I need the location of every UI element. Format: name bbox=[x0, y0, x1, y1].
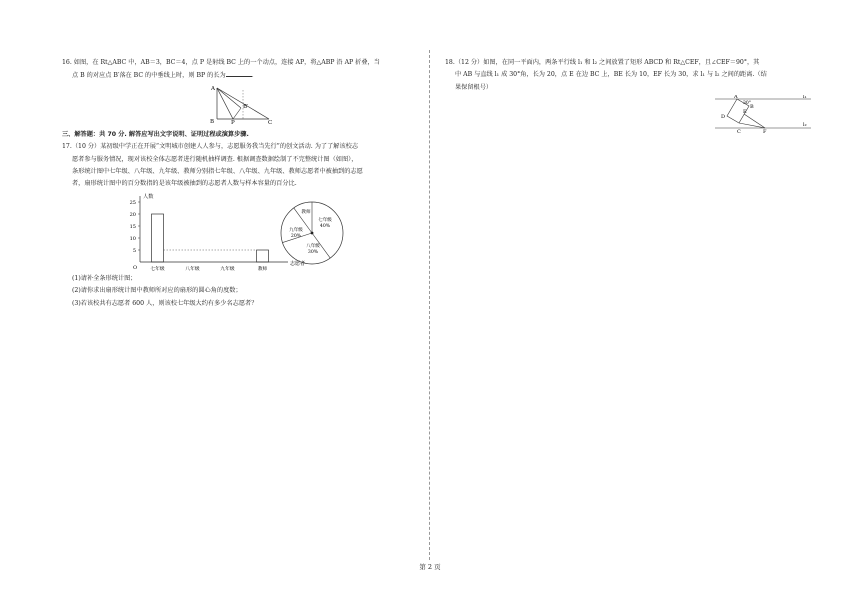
right-column bbox=[445, 58, 805, 135]
pie-slice-percent: 20% bbox=[290, 233, 302, 239]
y-axis-label: 人数 bbox=[143, 193, 154, 200]
x-axis-label: 志愿者 bbox=[290, 260, 306, 267]
q17-line-1: 17.（10 分）某初级中学正在开展“文明城市创建人人参与，志愿服务我当先行”的创文活动. 为了了解该校志 bbox=[62, 143, 359, 151]
q17-sub-1: (1)请补全条形统计图； bbox=[72, 274, 137, 282]
left-column bbox=[62, 58, 420, 311]
y-tick-label: 20 bbox=[129, 211, 136, 218]
q18-label-l1: l₁ bbox=[803, 95, 807, 101]
x-tick-label: 教师 bbox=[257, 266, 268, 272]
q18-label-e: E bbox=[743, 109, 747, 116]
q16-label-a: A bbox=[211, 85, 215, 92]
pie-slice-label: 七年级 bbox=[318, 217, 332, 223]
q18-text-line3: 果保留根号） bbox=[455, 83, 493, 91]
q18-label-l2: l₂ bbox=[803, 122, 807, 129]
q18-text-line2: 中 AB 与直线 l₁ 成 30°角，长为 20，点 E 在边 BC 上，BE 长为 10，EF 长为 30，求 l₁ 与 l₂ 之间的距离.（结 bbox=[455, 71, 767, 79]
origin-label: O bbox=[133, 264, 138, 271]
q18-figure bbox=[713, 95, 813, 135]
q18-label-angle: 30° bbox=[743, 101, 751, 107]
y-tick-label: 5 bbox=[132, 247, 136, 254]
q17-sub-2: (2)请你求出扇形统计图中教师所对应的扇形的圆心角的度数； bbox=[72, 287, 242, 295]
q18-label-c: C bbox=[737, 129, 741, 136]
bar bbox=[152, 214, 164, 262]
y-tick-label: 25 bbox=[129, 199, 136, 206]
q16-text-line2 bbox=[62, 70, 420, 81]
pie-slice-percent: 40% bbox=[319, 223, 331, 229]
q18-text-line1: 18.（12 分）如图，在同一平面内，两条平行线 l₁ 和 l₂ 之间放置了矩形 ABCD 和 Rt△CEF，且∠CEF＝90°，其 bbox=[445, 59, 760, 66]
section3-heading: 三、解答题：共 70 分. 解答应写出文字说明、证明过程或演算步骤. bbox=[62, 130, 249, 138]
column-divider bbox=[429, 50, 430, 560]
q18-label-f: F bbox=[763, 129, 767, 136]
q18-label-d: D bbox=[721, 114, 726, 121]
pie-slice-label: 八年级 bbox=[306, 243, 320, 249]
q16-text-line2-end: ． bbox=[251, 72, 258, 80]
page-number: 第 2 页 bbox=[419, 563, 441, 571]
q16-text-line2-body: 点 B 的对应点 B′落在 BC 的中垂线上时，则 BP 的长为 bbox=[72, 72, 226, 80]
bar bbox=[257, 250, 269, 262]
q16-answer-blank bbox=[226, 70, 252, 77]
q17-charts bbox=[62, 192, 420, 274]
x-tick-label: 七年级 bbox=[150, 266, 165, 272]
q18-label-a: A bbox=[734, 95, 738, 101]
q16-label-b-prime: B′ bbox=[243, 103, 249, 110]
q17-line-4: 者，扇形统计图中的百分数指的是该年级被抽到的志愿者人数与样本容量的百分比. bbox=[72, 180, 297, 188]
x-tick-label: 九年级 bbox=[220, 266, 235, 272]
q17-sub-3: (3)若该校共有志愿者 600 人，则该校七年级大约有多少名志愿者？ bbox=[72, 299, 258, 307]
y-tick-label: 15 bbox=[129, 223, 136, 230]
pie-slice-label: 教师 bbox=[301, 209, 311, 215]
pie-chart bbox=[277, 198, 347, 268]
q16-label-p: P bbox=[231, 119, 235, 124]
q16-label-b: B bbox=[210, 118, 215, 124]
y-tick-label: 10 bbox=[129, 235, 136, 242]
q16-text-line1: 16. 如图，在 Rt△ABC 中，AB＝3，BC＝4，点 P 是射线 BC 上的一个动点，连接 AP，将△ABP 沿 AP 折叠，当 bbox=[62, 59, 380, 66]
q16-figure bbox=[205, 84, 285, 124]
x-tick-label: 八年级 bbox=[185, 266, 200, 272]
q17-line-2: 愿者参与服务情况，现对该校全体志愿者进行随机抽样调查. 根据调查数据绘制了不完整统计图（如图）， bbox=[72, 155, 358, 163]
pie-slice-percent: 30% bbox=[307, 249, 319, 255]
q17-line-3: 条形统计图中七年级、八年级、九年级、教师分别指七年级、八年级、九年级、教师志愿者中被抽到的志愿 bbox=[72, 168, 363, 176]
pie-slice-label: 九年级 bbox=[289, 227, 303, 233]
q16-label-c: C bbox=[268, 119, 273, 124]
q18-label-b: B bbox=[750, 104, 754, 111]
